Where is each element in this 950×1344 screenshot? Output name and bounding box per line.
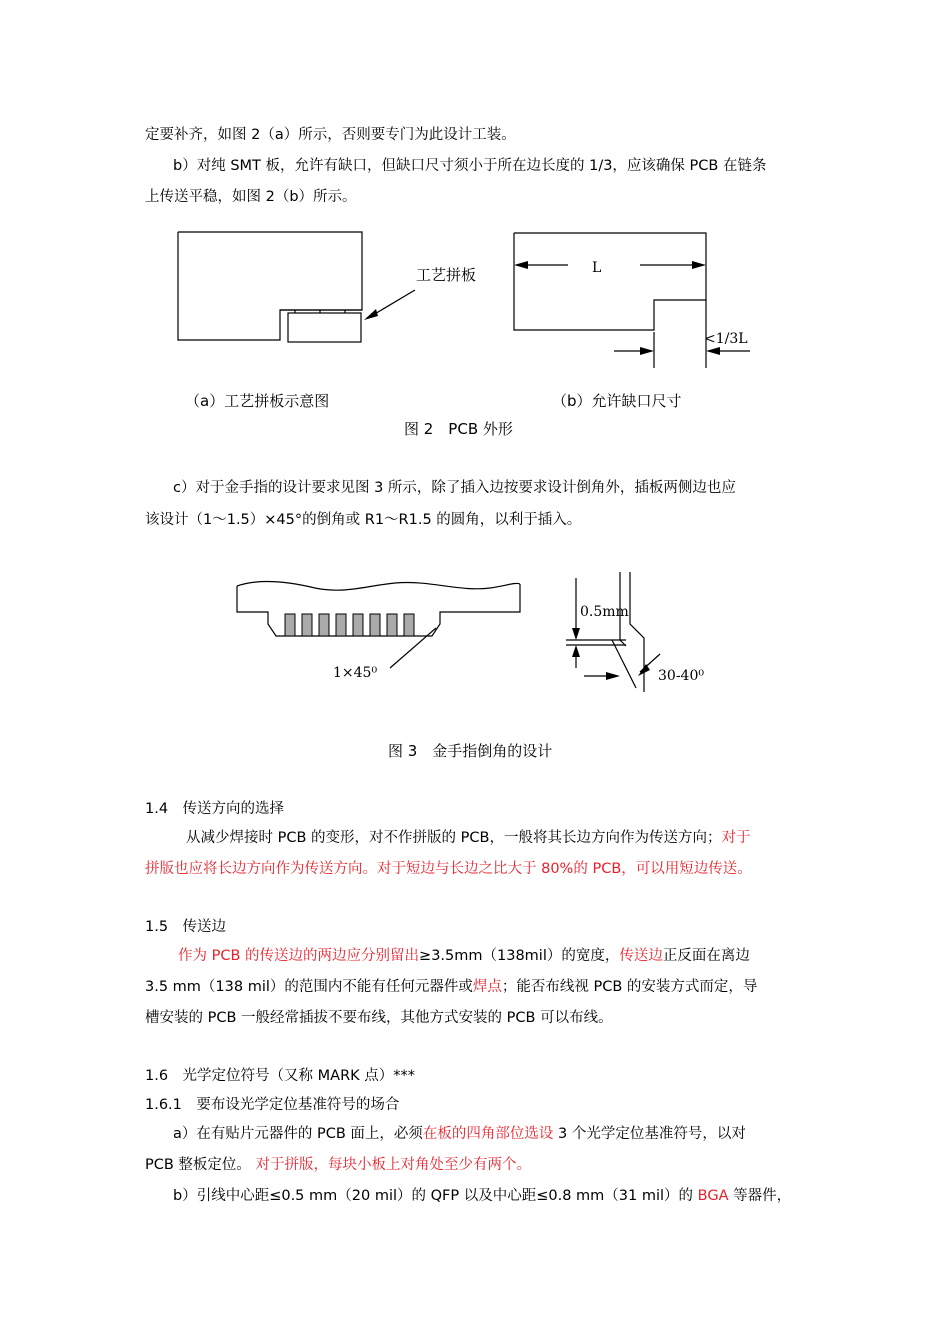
fig3-board-outline	[237, 584, 520, 636]
fig2b-board-outline	[514, 233, 706, 330]
sec16-a1-black: a）在有贴片元器件的 PCB 面上，必须	[173, 1126, 423, 1142]
fig3-angle-line	[612, 640, 636, 688]
sec16-b1-red: BGA	[697, 1188, 729, 1204]
fig3-label-depth: 0.5mm	[580, 604, 629, 620]
sec16-subheading: 1.6.1 要布设光学定位基准符号的场合	[145, 1097, 400, 1113]
sec16-a1-black2: 3 个光学定位基准符号，以对	[553, 1126, 746, 1142]
gold-finger	[285, 614, 295, 636]
sec14-text-red1: 对于	[721, 830, 751, 846]
fig2b-arrow-right	[692, 261, 706, 269]
gold-finger	[387, 614, 397, 636]
fig3-arrow-right	[606, 672, 620, 680]
para-c-line2: 该设计（1～1.5）×45°的倒角或 R1～R1.5 的圆角，以利于插入。	[145, 512, 582, 528]
sec16-a-line1	[173, 1124, 746, 1144]
fig3-board-top-edge	[237, 582, 520, 591]
sec14-heading: 1.4 传送方向的选择	[145, 801, 285, 817]
fig3-leader-angle	[640, 654, 660, 672]
fig2-title: 图 2 PCB 外形	[404, 420, 513, 438]
para-a-end: 定要补齐，如图 2（a）所示，否则要专门为此设计工装。	[145, 127, 516, 143]
fig2b-arrow-notch-left	[640, 347, 654, 355]
fig3-gold-fingers	[285, 614, 414, 636]
fig2a-process-panel	[288, 313, 361, 342]
gold-finger	[404, 614, 414, 636]
sec16-b-line1	[173, 1186, 791, 1206]
fig3-arrow-up	[572, 645, 580, 657]
gold-finger	[319, 614, 329, 636]
fig3-label-chamfer: 1×45⁰	[333, 665, 378, 681]
sec15-l2-black: 3.5 mm（138 mil）的范围内不能有任何元器件或	[145, 979, 473, 995]
sec16-a2-red: 对于拼版，每块小板上对角处至少有两个。	[255, 1157, 532, 1173]
sec15-l2-red: 焊点	[472, 979, 502, 995]
fig3-arrow-down	[572, 628, 580, 640]
sec15-l1-black: ≥3.5mm（138mil）的宽度，	[419, 948, 620, 964]
sec15-l2-black2: ；能否布线视 PCB 的安装方式而定，导	[501, 979, 758, 995]
fig2a-label-panel: 工艺拼板	[416, 266, 477, 284]
sec16-b1-black: b）引线中心距≤0.5 mm（20 mil）的 QFP 以及中心距≤0.8 mm（31 mil）的	[173, 1188, 698, 1204]
sec15-l1-red2: 传送边	[619, 948, 663, 964]
para-b-line2: 上传送平稳，如图 2（b）所示。	[145, 189, 357, 205]
fig3-profile-inner	[630, 572, 644, 692]
sec16-a1-red: 在板的四角部位选设	[422, 1126, 554, 1142]
fig2b-label-L: L	[592, 260, 602, 276]
sec15-line2	[145, 977, 757, 997]
fig2a-leader-line	[368, 290, 415, 318]
fig2a-board-outline	[178, 232, 362, 340]
sec15-line1	[178, 946, 750, 966]
fig2b-arrow-notch-right	[706, 347, 720, 355]
fig2b-label-third: <1/3L	[704, 331, 748, 347]
para-c-line1: c）对于金手指的设计要求见图 3 所示，除了插入边按要求设计倒角外，插板两侧边也应	[173, 480, 736, 496]
fig3-profile-outer	[620, 572, 626, 646]
gold-finger	[336, 614, 346, 636]
fig3-label-angle: 30-40⁰	[658, 668, 704, 684]
sec15-line3: 槽安装的 PCB 一般经常插拔不要布线，其他方式安装的 PCB 可以布线。	[145, 1010, 613, 1026]
sec16-b1-black2: 等器件，	[728, 1188, 792, 1204]
gold-finger	[302, 614, 312, 636]
fig3-arrow-angle	[638, 664, 650, 676]
sec15-heading: 1.5 传送边	[145, 919, 227, 935]
gold-finger	[353, 614, 363, 636]
fig3-leader-chamfer	[390, 628, 436, 668]
sec16-a-line2	[145, 1155, 531, 1175]
sec16-heading: 1.6 光学定位符号（又称 MARK 点）***	[145, 1068, 416, 1084]
fig3-title: 图 3 金手指倒角的设计	[388, 742, 553, 760]
para-b-line1: b）对纯 SMT 板，允许有缺口，但缺口尺寸须小于所在边长度的 1/3，应该确保 PCB 在链条	[173, 158, 767, 174]
sec15-l1-red: 作为 PCB 的传送边的两边应分别留出	[178, 948, 420, 964]
gold-finger	[370, 614, 380, 636]
sec14-line2: 拼版也应将长边方向作为传送方向。对于短边与长边之比大于 80%的 PCB，可以用短边传送。	[145, 861, 752, 877]
fig2b-arrow-left	[514, 261, 528, 269]
sec15-l1-black2: 正反面在离边	[662, 948, 750, 964]
sec14-text-black: 从减少焊接时 PCB 的变形，对不作拼版的 PCB，一般将其长边方向作为传送方向；	[186, 830, 722, 846]
fig2a-leader-arrowhead	[364, 309, 378, 320]
fig2a-caption: （a）工艺拼板示意图	[185, 392, 330, 410]
sec16-a2-black: PCB 整板定位。	[145, 1157, 256, 1173]
sec14-line1	[186, 828, 750, 848]
fig2b-caption: （b）允许缺口尺寸	[552, 392, 682, 410]
